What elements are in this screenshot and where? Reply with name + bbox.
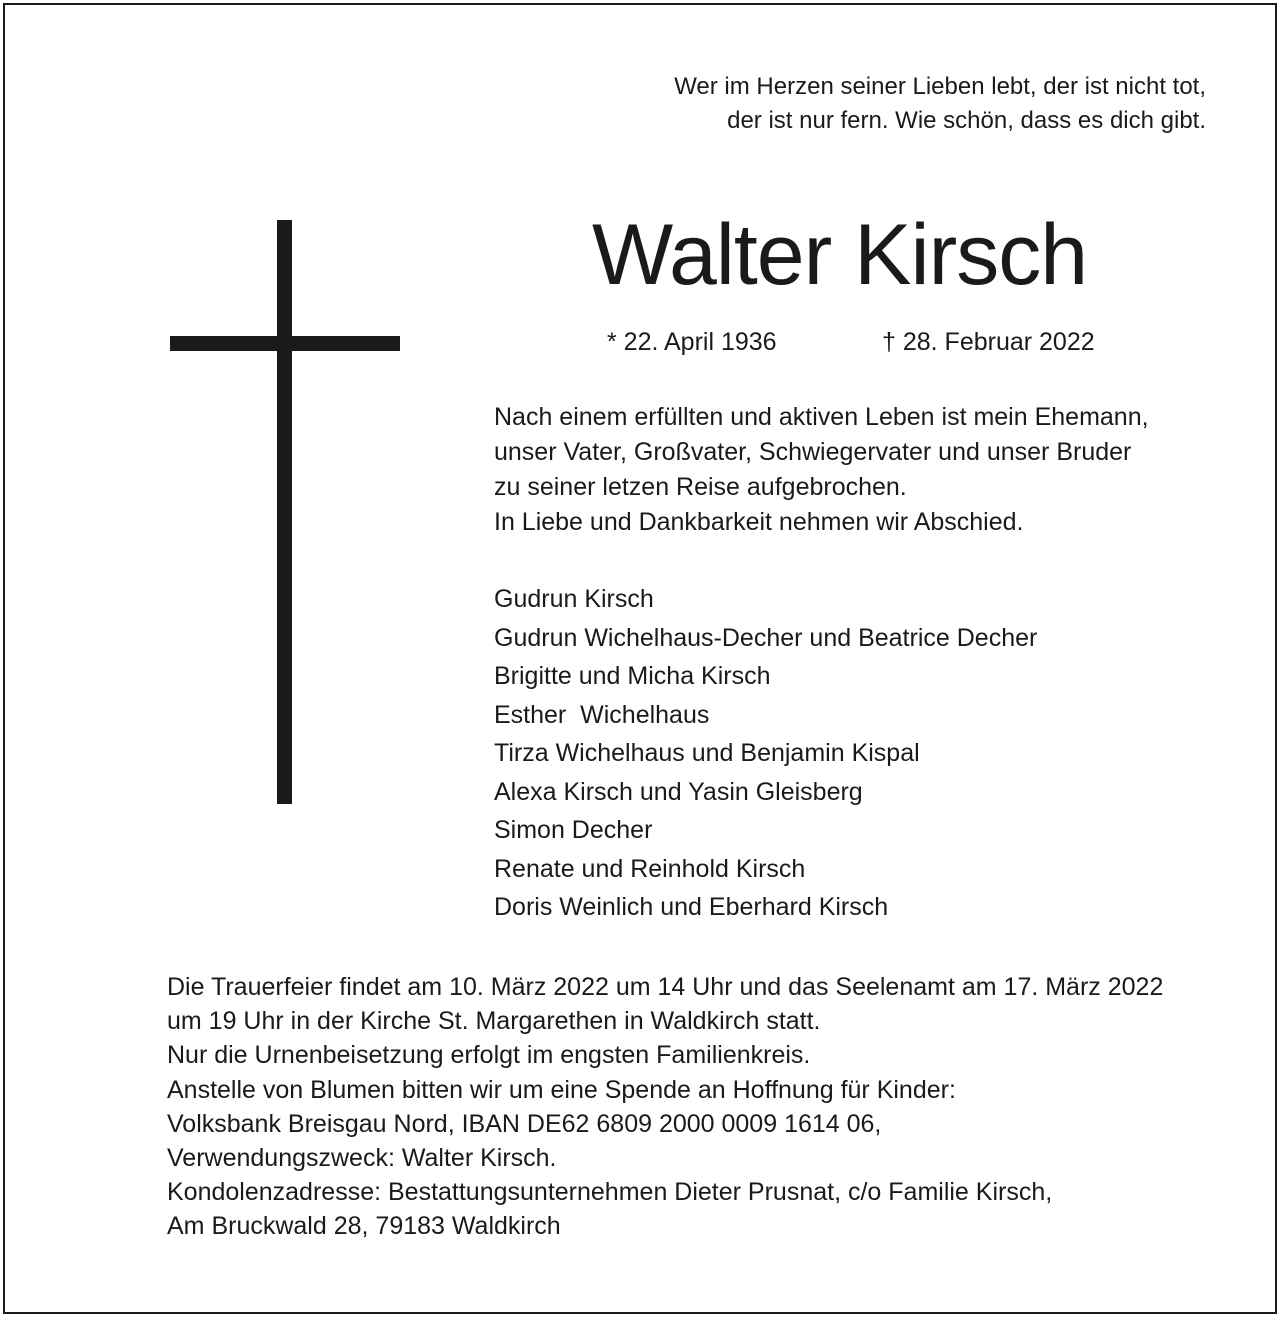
birth-date: * 22. April 1936 [607,328,777,356]
cross-icon-vertical-bar [277,220,292,804]
family-member: Brigitte und Micha Kirsch [494,662,771,690]
family-member: Renate und Reinhold Kirsch [494,854,806,883]
family-member: Gudrun Wichelhaus-Decher und Beatrice Decher [494,623,1038,652]
info-line: Am Bruckwald 28, 79183 Waldkirch [167,1212,561,1241]
intro-line: Nach einem erfüllten und aktiven Leben ist mein Ehemann, [494,403,1149,431]
family-list [494,580,1037,927]
family-member: Tirza Wichelhaus und Benjamin Kispal [494,739,920,767]
cross-icon-horizontal-bar [170,336,400,351]
info-line: Volksbank Breisgau Nord, IBAN DE62 6809 2000 0009 1614 06, [167,1109,882,1138]
funeral-info [167,970,1163,1244]
info-line: Die Trauerfeier findet am 10. März 2022 um 14 Uhr und das Seelenamt am 17. März 2022 [167,973,1164,1001]
deceased-name: Walter Kirsch [592,207,1088,303]
motto-line: der ist nur fern. Wie schön, dass es dich gibt. [727,107,1206,134]
family-member: Doris Weinlich und Eberhard Kirsch [494,893,889,921]
death-date: † 28. Februar 2022 [882,328,1095,356]
intro-line: zu seiner letzen Reise aufgebrochen. [494,473,907,501]
family-member: Esther Wichelhaus [494,700,710,729]
intro-text [494,400,1149,540]
info-line: um 19 Uhr in der Kirche St. Margarethen in Waldkirch statt. [167,1007,821,1036]
motto-line: Wer im Herzen seiner Lieben lebt, der ist nicht tot, [674,73,1206,100]
info-line: Verwendungszweck: Walter Kirsch. [167,1144,557,1173]
info-line: Nur die Urnenbeisetzung erfolgt im engsten Familienkreis. [167,1041,811,1070]
motto-quote [674,70,1206,138]
info-line: Anstelle von Blumen bitten wir um eine Spende an Hoffnung für Kinder: [167,1075,956,1104]
intro-line: unser Vater, Großvater, Schwiegervater und unser Bruder [494,438,1132,466]
family-member: Alexa Kirsch und Yasin Gleisberg [494,777,863,806]
family-member: Gudrun Kirsch [494,585,654,613]
family-member: Simon Decher [494,816,653,844]
intro-line: In Liebe und Dankbarkeit nehmen wir Abschied. [494,508,1024,536]
info-line: Kondolenzadresse: Bestattungsunternehmen Dieter Prusnat, c/o Familie Kirsch, [167,1178,1053,1207]
